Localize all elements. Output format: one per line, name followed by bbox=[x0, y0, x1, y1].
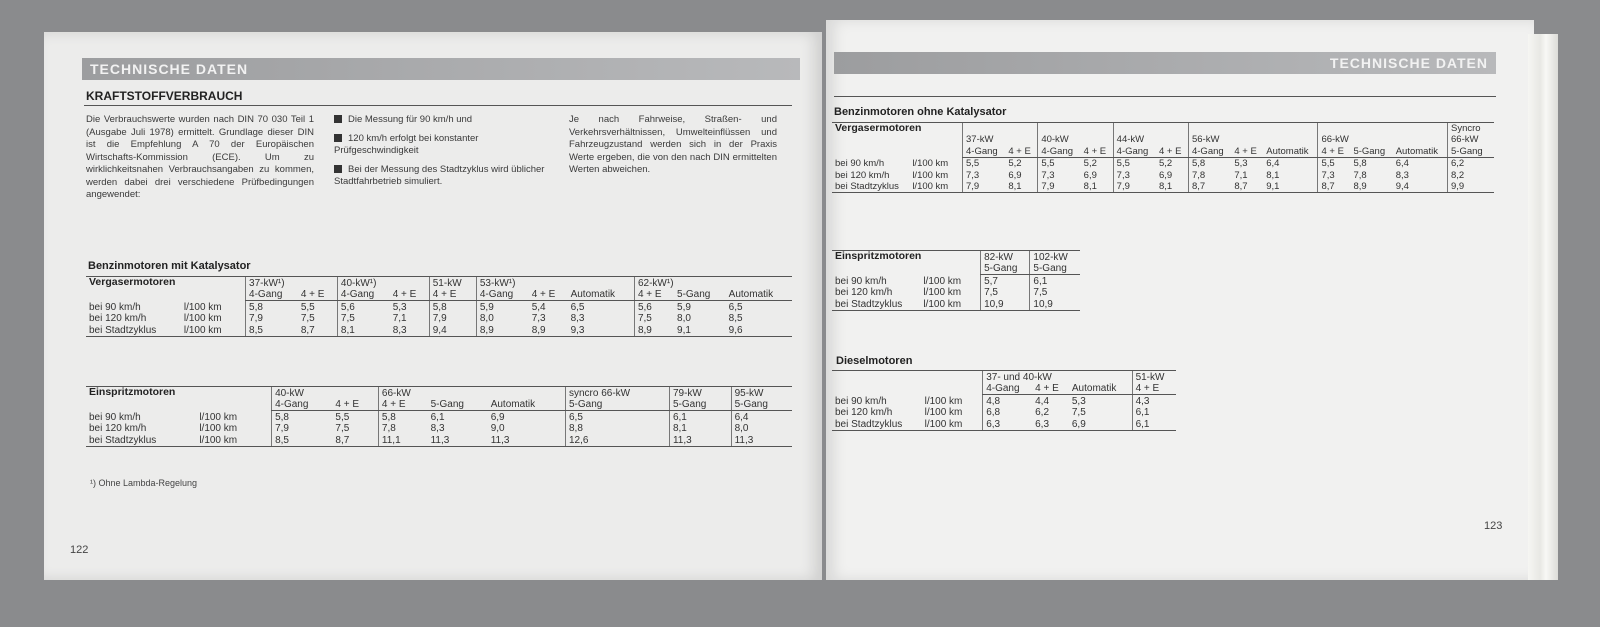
row-label: bei Stadtzyklus bbox=[832, 418, 922, 430]
table-title-diesel: Dieselmotoren bbox=[836, 355, 913, 367]
value-cell: 7,5 bbox=[335, 423, 350, 434]
transmission-header: 4 + E bbox=[1081, 145, 1113, 157]
value-cell: 8,3 bbox=[430, 423, 445, 434]
transmission-header: 5-Gang bbox=[981, 263, 1030, 275]
value-cell: 8,9 bbox=[476, 324, 528, 336]
value-cell: 7,8 bbox=[1188, 169, 1231, 181]
page-number: 123 bbox=[1484, 520, 1503, 532]
section-rule bbox=[834, 96, 1496, 97]
value-cell: 8,7 bbox=[1188, 181, 1231, 193]
value-cell: 7,1 bbox=[392, 313, 407, 324]
value-cell: 7,5 bbox=[981, 287, 1030, 299]
value-cell: 7,3 bbox=[531, 313, 546, 324]
value-cell: 11,1 bbox=[378, 434, 427, 446]
value-cell: 7,3 bbox=[1113, 169, 1156, 181]
row-label: bei Stadtzyklus bbox=[86, 324, 181, 336]
value-cell: 10,9 bbox=[1030, 298, 1080, 310]
value-cell: 6,1 bbox=[1030, 275, 1080, 287]
engine-header: 62-kW¹) bbox=[634, 277, 792, 289]
transmission-header: 5-Gang bbox=[731, 399, 792, 411]
transmission-header: 4 + E bbox=[378, 399, 427, 411]
table-row bbox=[832, 169, 1494, 181]
transmission-header: 4 + E bbox=[298, 289, 338, 301]
table-row bbox=[832, 287, 1080, 299]
row-unit: l/100 km bbox=[909, 181, 962, 193]
value-cell: 6,4 bbox=[731, 411, 792, 423]
table-row bbox=[86, 423, 792, 435]
transmission-header: 4 + E bbox=[529, 289, 568, 301]
row-label: bei 120 km/h bbox=[835, 169, 890, 181]
value-cell: 6,3 bbox=[1032, 418, 1069, 430]
transmission-header: 4-Gang bbox=[1038, 145, 1081, 157]
value-cell: 5,8 bbox=[1188, 157, 1231, 169]
row-unit: l/100 km bbox=[912, 158, 949, 169]
transmission-header: Automatik bbox=[726, 289, 792, 301]
table-title-ohne-katalysator: Benzinmotoren ohne Katalysator bbox=[834, 106, 1007, 118]
row-label: bei 120 km/h bbox=[835, 407, 893, 418]
value-cell: 8,5 bbox=[728, 313, 743, 324]
value-cell: 7,9 bbox=[246, 313, 298, 325]
page-header-banner bbox=[834, 52, 1496, 74]
table-row bbox=[86, 324, 792, 336]
value-cell: 5,3 bbox=[1071, 395, 1086, 407]
value-cell: 8,3 bbox=[1395, 169, 1409, 181]
value-cell: 8,5 bbox=[272, 434, 333, 446]
value-cell: 5,8 bbox=[246, 301, 298, 313]
row-label: bei 120 km/h bbox=[89, 423, 147, 434]
transmission-header: 4 + E bbox=[429, 289, 476, 301]
value-cell: 9,1 bbox=[674, 324, 726, 336]
transmission-header: 4-Gang bbox=[1113, 145, 1156, 157]
value-cell: 10,9 bbox=[981, 298, 1030, 310]
table-row bbox=[86, 411, 792, 423]
value-cell: 8,1 bbox=[1266, 169, 1280, 181]
row-unit: l/100 km bbox=[923, 287, 962, 298]
table-row bbox=[86, 434, 792, 446]
table-title-mit-katalysator: Benzinmotoren mit Katalysator bbox=[88, 260, 251, 272]
value-cell: 5,4 bbox=[531, 301, 546, 313]
engine-header: syncro 66-kW bbox=[565, 387, 669, 399]
engine-header: 56-kW bbox=[1188, 123, 1317, 146]
value-cell: 5,8 bbox=[378, 411, 427, 423]
value-cell: 5,5 bbox=[963, 157, 1006, 169]
value-cell: 5,5 bbox=[335, 411, 350, 423]
value-cell: 8,8 bbox=[565, 423, 669, 435]
row-unit: l/100 km bbox=[924, 407, 963, 418]
value-cell: 5,9 bbox=[476, 301, 528, 313]
engine-header: 44-kW bbox=[1113, 123, 1188, 146]
value-cell: 8,0 bbox=[731, 423, 792, 435]
row-label: bei 120 km/h bbox=[89, 313, 147, 324]
value-cell: 5,8 bbox=[272, 411, 333, 423]
value-cell: 7,9 bbox=[272, 423, 333, 435]
row-label: bei 90 km/h bbox=[89, 301, 141, 313]
table-row bbox=[832, 298, 1080, 310]
row-label: bei 90 km/h bbox=[835, 395, 887, 407]
value-cell: 7,5 bbox=[1071, 407, 1086, 418]
value-cell: 7,3 bbox=[1318, 169, 1350, 181]
transmission-header: 4-Gang bbox=[476, 289, 528, 301]
table-group-label: Einspritzmotoren bbox=[86, 387, 272, 411]
value-cell: 5,6 bbox=[634, 301, 674, 313]
value-cell: 7,9 bbox=[1113, 181, 1156, 193]
page-stack-edge bbox=[1528, 34, 1558, 580]
row-label: bei Stadtzyklus bbox=[86, 434, 196, 446]
transmission-header: Automatik bbox=[488, 399, 566, 411]
row-unit: l/100 km bbox=[922, 418, 983, 430]
value-cell: 8,9 bbox=[634, 324, 674, 336]
row-unit: l/100 km bbox=[912, 169, 949, 181]
intro-bullet-item: Bei der Messung des Stadtzyklus wird üblicher Stadtfahrbetrieb simuliert. bbox=[334, 164, 554, 189]
value-cell: 6,1 bbox=[1132, 407, 1176, 419]
value-cell: 7,5 bbox=[337, 313, 389, 325]
value-cell: 8,7 bbox=[332, 434, 378, 446]
transmission-header: 5-Gang bbox=[1030, 263, 1080, 275]
transmission-header: 4-Gang bbox=[246, 289, 298, 301]
table-group-label: Vergasermotoren bbox=[832, 123, 963, 158]
value-cell: 5,6 bbox=[337, 301, 389, 313]
value-cell: 9,3 bbox=[568, 324, 635, 336]
table-diesel bbox=[832, 370, 1176, 431]
transmission-header: 4 + E bbox=[390, 289, 430, 301]
transmission-header: 5-Gang bbox=[428, 399, 488, 411]
transmission-header: Automatik bbox=[1069, 383, 1132, 395]
value-cell: 8,9 bbox=[1350, 181, 1392, 193]
table-row bbox=[832, 407, 1176, 419]
row-unit: l/100 km bbox=[923, 275, 962, 287]
left-page bbox=[44, 32, 822, 580]
table-group-label: Vergasermotoren bbox=[86, 277, 246, 301]
transmission-header: 4 + E bbox=[1318, 145, 1350, 157]
value-cell: 5,5 bbox=[300, 301, 315, 313]
intro-column-2 bbox=[334, 114, 554, 195]
engine-header: 51-kW bbox=[1132, 371, 1176, 383]
row-unit: l/100 km bbox=[196, 434, 271, 446]
section-rule bbox=[84, 105, 792, 106]
transmission-header: 4 + E bbox=[634, 289, 674, 301]
value-cell: 8,1 bbox=[337, 324, 389, 336]
transmission-header: 5-Gang bbox=[1448, 145, 1495, 157]
engine-header: 102-kW bbox=[1030, 251, 1080, 263]
transmission-header: 4-Gang bbox=[983, 383, 1032, 395]
value-cell: 7,3 bbox=[963, 169, 1006, 181]
value-cell: 6,9 bbox=[1083, 169, 1097, 181]
row-label: bei Stadtzyklus bbox=[832, 181, 909, 193]
value-cell: 8,3 bbox=[390, 324, 430, 336]
value-cell: 7,9 bbox=[963, 181, 1006, 193]
value-cell: 9,1 bbox=[1263, 181, 1318, 193]
value-cell: 7,3 bbox=[1038, 169, 1081, 181]
table-einspritz-mit-kat bbox=[86, 386, 792, 447]
row-label: bei 90 km/h bbox=[89, 411, 141, 423]
transmission-header: 4-Gang bbox=[337, 289, 389, 301]
transmission-header: 4 + E bbox=[1132, 383, 1176, 395]
row-unit: l/100 km bbox=[183, 301, 222, 313]
transmission-header: 5-Gang bbox=[674, 289, 726, 301]
value-cell: 6,5 bbox=[565, 411, 669, 423]
value-cell: 5,5 bbox=[1113, 157, 1156, 169]
value-cell: 8,0 bbox=[677, 313, 691, 324]
value-cell: 5,5 bbox=[1318, 157, 1350, 169]
value-cell: 9,9 bbox=[1448, 181, 1495, 193]
footnote: ¹) Ohne Lambda-Regelung bbox=[90, 478, 198, 488]
value-cell: 8,0 bbox=[476, 313, 528, 325]
value-cell: 6,1 bbox=[669, 411, 731, 423]
value-cell: 7,1 bbox=[1234, 169, 1248, 181]
intro-bullet-item: Die Messung für 90 km/h und bbox=[334, 114, 554, 127]
value-cell: 9,0 bbox=[490, 423, 505, 434]
value-cell: 11,3 bbox=[731, 434, 792, 446]
table-row bbox=[832, 157, 1494, 169]
transmission-header: 4 + E bbox=[1005, 145, 1037, 157]
value-cell: 5,3 bbox=[1234, 158, 1248, 169]
value-cell: 8,7 bbox=[298, 324, 338, 336]
engine-header: 79-kW bbox=[669, 387, 731, 399]
value-cell: 7,5 bbox=[1030, 287, 1080, 299]
transmission-header: 5-Gang bbox=[1350, 145, 1392, 157]
value-cell: 5,2 bbox=[1008, 158, 1022, 169]
engine-header: 53-kW¹) bbox=[476, 277, 634, 289]
section-title: KRAFTSTOFFVERBRAUCH bbox=[86, 89, 243, 103]
engine-header: 40-kW bbox=[272, 387, 379, 399]
value-cell: 8,7 bbox=[1231, 181, 1263, 193]
table-row bbox=[832, 395, 1176, 407]
transmission-header: 4 + E bbox=[1231, 145, 1263, 157]
table-row bbox=[832, 275, 1080, 287]
row-label: bei 90 km/h bbox=[835, 158, 885, 169]
value-cell: 5,7 bbox=[981, 275, 1030, 287]
value-cell: 11,3 bbox=[669, 434, 731, 446]
engine-header: 40-kW bbox=[1038, 123, 1113, 146]
value-cell: 7,8 bbox=[1353, 169, 1367, 181]
right-page bbox=[826, 20, 1534, 580]
value-cell: 4,3 bbox=[1132, 395, 1176, 407]
value-cell: 11,3 bbox=[428, 434, 488, 446]
table-row bbox=[86, 301, 792, 313]
transmission-header: Automatik bbox=[1263, 145, 1318, 157]
row-label: bei 120 km/h bbox=[835, 287, 893, 298]
value-cell: 8,1 bbox=[1081, 181, 1113, 193]
engine-header: 51-kW bbox=[429, 277, 476, 289]
value-cell: 5,2 bbox=[1159, 158, 1173, 169]
value-cell: 9,4 bbox=[429, 324, 476, 336]
transmission-header: 4 + E bbox=[1032, 383, 1069, 395]
table-row bbox=[832, 418, 1176, 430]
value-cell: 5,9 bbox=[677, 301, 691, 313]
value-cell: 5,3 bbox=[392, 301, 407, 313]
value-cell: 6,9 bbox=[1159, 169, 1173, 181]
page-header-text: TECHNISCHE DATEN bbox=[1329, 55, 1488, 71]
value-cell: 6,3 bbox=[983, 418, 1032, 430]
value-cell: 6,8 bbox=[983, 407, 1032, 419]
transmission-header: 4-Gang bbox=[272, 399, 333, 411]
page-header-text: TECHNISCHE DATEN bbox=[90, 61, 249, 77]
value-cell: 6,2 bbox=[1035, 407, 1050, 418]
value-cell: 9,6 bbox=[726, 324, 792, 336]
engine-header: 82-kW bbox=[981, 251, 1030, 263]
value-cell: 5,8 bbox=[429, 301, 476, 313]
value-cell: 6,5 bbox=[570, 301, 585, 313]
value-cell: 4,8 bbox=[983, 395, 1032, 407]
row-unit: l/100 km bbox=[920, 298, 980, 310]
value-cell: 11,3 bbox=[488, 434, 566, 446]
value-cell: 7,8 bbox=[378, 423, 427, 435]
value-cell: 6,9 bbox=[1008, 169, 1022, 181]
table-einspritz-ohne-kat bbox=[832, 250, 1080, 311]
value-cell: 12,6 bbox=[565, 434, 669, 446]
engine-header: 66-kW bbox=[1318, 123, 1448, 146]
value-cell: 8,5 bbox=[246, 324, 298, 336]
table-row bbox=[832, 181, 1494, 193]
engine-header: Syncro 66-kW bbox=[1448, 123, 1495, 146]
transmission-header: 4 + E bbox=[1156, 145, 1188, 157]
transmission-header: 4-Gang bbox=[1188, 145, 1231, 157]
page-header-banner bbox=[82, 58, 800, 80]
row-unit: l/100 km bbox=[924, 395, 963, 407]
transmission-header: 5-Gang bbox=[669, 399, 731, 411]
value-cell: 7,9 bbox=[1038, 181, 1081, 193]
value-cell: 5,8 bbox=[1353, 158, 1367, 169]
table-group-label: Einspritzmotoren bbox=[832, 251, 981, 275]
value-cell: 6,4 bbox=[1395, 158, 1409, 169]
value-cell: 6,9 bbox=[1069, 418, 1132, 430]
page-number: 122 bbox=[70, 544, 89, 556]
value-cell: 5,5 bbox=[1038, 157, 1081, 169]
transmission-header: Automatik bbox=[568, 289, 635, 301]
engine-header: 37- und 40-kW bbox=[983, 371, 1132, 383]
row-unit: l/100 km bbox=[199, 411, 238, 423]
row-unit: l/100 km bbox=[199, 423, 238, 434]
transmission-header: 4-Gang bbox=[963, 145, 1006, 157]
table-vergaser-mit-kat bbox=[86, 276, 792, 337]
intro-column-1: Die Verbrauchswerte wurden nach DIN 70 030 Teil 1 (Ausgabe Juli 1978) ermittelt. Grundlage dieser DIN ist die Empfehlung A 70 der Europäischen Wirtschafts-Kommission (ECE). Um zu wirklichkeitsnahen Verbrauchsangaben zu kommen, werden dabei drei verschiedene Prüfbedingungen angewendet: bbox=[86, 114, 314, 200]
table-row bbox=[86, 313, 792, 325]
intro-bullet-item: 120 km/h erfolgt bei konstanter Prüfgeschwindigkeit bbox=[334, 133, 554, 158]
engine-header: 40-kW¹) bbox=[337, 277, 429, 289]
value-cell: 6,9 bbox=[490, 411, 505, 423]
transmission-header: 4 + E bbox=[332, 399, 378, 411]
row-label: bei 90 km/h bbox=[835, 275, 887, 287]
value-cell: 7,5 bbox=[634, 313, 674, 325]
value-cell: 8,9 bbox=[529, 324, 568, 336]
value-cell: 8,1 bbox=[1005, 181, 1037, 193]
value-cell: 9,4 bbox=[1393, 181, 1448, 193]
value-cell: 8,2 bbox=[1448, 169, 1495, 181]
value-cell: 8,1 bbox=[669, 423, 731, 435]
value-cell: 4,4 bbox=[1035, 395, 1050, 407]
value-cell: 6,5 bbox=[728, 301, 743, 313]
engine-header: 66-kW bbox=[378, 387, 565, 399]
transmission-header: Automatik bbox=[1393, 145, 1448, 157]
engine-header: 37-kW¹) bbox=[246, 277, 338, 289]
value-cell: 8,7 bbox=[1318, 181, 1350, 193]
row-unit: l/100 km bbox=[181, 324, 246, 336]
engine-header: 37-kW bbox=[963, 123, 1038, 146]
table-vergaser-ohne-kat bbox=[832, 122, 1494, 193]
transmission-header: 5-Gang bbox=[565, 399, 669, 411]
value-cell: 6,4 bbox=[1266, 158, 1280, 169]
value-cell: 8,1 bbox=[1156, 181, 1188, 193]
value-cell: 6,1 bbox=[1132, 418, 1176, 430]
engine-header: 95-kW bbox=[731, 387, 792, 399]
value-cell: 6,1 bbox=[430, 411, 445, 423]
row-label: bei Stadtzyklus bbox=[832, 298, 920, 310]
intro-column-3: Je nach Fahrweise, Straßen- und Verkehrsverhältnissen, Umwelteinflüssen und Fahrzeugzustand werden sich in der Praxis Werte ergeben, die von den nach DIN ermittelten Werten abweichen. bbox=[569, 114, 777, 175]
value-cell: 7,9 bbox=[429, 313, 476, 325]
value-cell: 8,3 bbox=[570, 313, 585, 324]
value-cell: 6,2 bbox=[1448, 157, 1495, 169]
value-cell: 5,2 bbox=[1083, 158, 1097, 169]
row-unit: l/100 km bbox=[183, 313, 222, 324]
value-cell: 7,5 bbox=[300, 313, 315, 324]
